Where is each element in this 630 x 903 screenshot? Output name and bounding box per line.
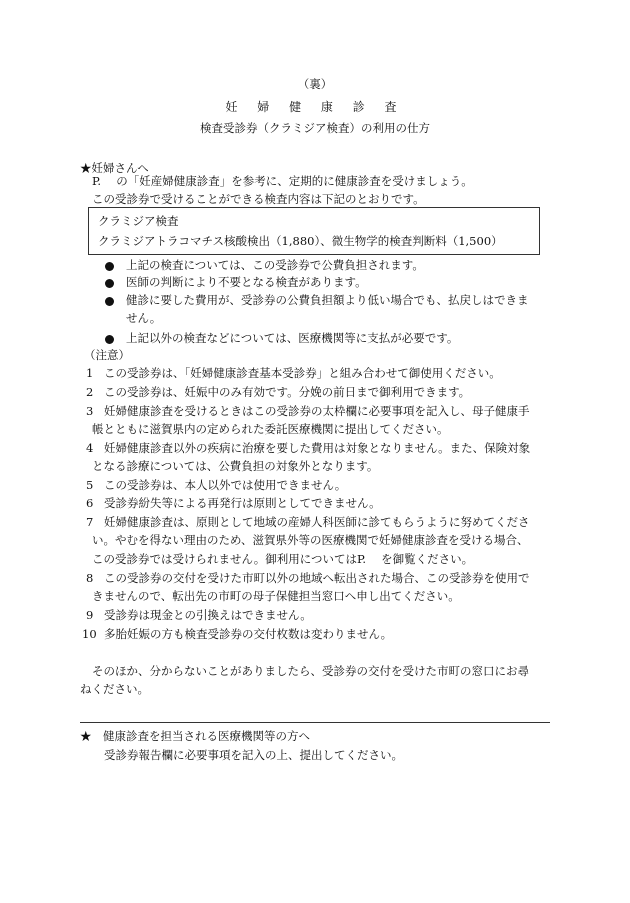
note-text: 多胎妊娠の方も検査受診券の交付枚数は変わりません。 [104, 627, 393, 641]
notes-heading: （注意） [84, 348, 130, 362]
note-text: この受診券は、本人以外では使用できません。 [104, 478, 347, 492]
medical-text: 受診券報告欄に必要事項を記入の上、提出してください。 [104, 748, 403, 762]
medical-heading: ★ 健康診査を担当される医療機関等の方へ [80, 729, 310, 743]
bullet-text: 上記の検査については、この受診券で公費負担されます。 [126, 258, 424, 272]
note-text: この受診券は、「妊婦健康診査基本受診券」と組み合わせて御使用ください。 [104, 366, 501, 380]
page-subtitle: 検査受診券（クラミジア検査）の利用の仕方 [200, 121, 430, 135]
section-divider [80, 722, 550, 723]
note-text: 受診券は現金との引換えはできません。 [104, 608, 312, 622]
note-text: この受診券では受けられません。御利用についてはP. を御覧ください。 [92, 552, 474, 566]
note-number: 6 [86, 496, 94, 510]
note-number: 10 [82, 627, 97, 641]
note-number: 2 [86, 385, 94, 399]
closing-text: ねください。 [80, 682, 149, 696]
exam-name: クラミジア検査 [98, 214, 179, 228]
bullet-icon [105, 335, 114, 344]
exam-detail: クラミジアトラコマチス核酸検出（1,880）、微生物学的検査判断料（1,500） [98, 234, 503, 248]
bullet-text: 上記以外の検査などについては、医療機関等に支払が必要です。 [126, 331, 459, 345]
bullet-icon [105, 262, 114, 271]
note-text: きませんので、転出先の市町の母子保健担当窓口へ申し出てください。 [92, 589, 460, 603]
note-number: 5 [86, 478, 94, 492]
intro-heading: ★妊婦さんへ [80, 161, 149, 175]
intro-line: P. の「妊産婦健康診査」を参考に、定期的に健康診査を受けましょう。 [92, 174, 473, 188]
note-text: この受診券の交付を受けた市町以外の地域へ転出された場合、この受診券を使用で [104, 571, 530, 585]
bullet-text: 健診に要した費用が、受診券の公費負担額より低い場合でも、払戻しはできま [126, 293, 529, 307]
bullet-icon [105, 297, 114, 306]
note-text: この受診券は、妊娠中のみ有効です。分娩の前日まで御利用できます。 [104, 385, 471, 399]
note-number: 3 [86, 404, 94, 418]
closing-text: そのほか、分からないことがありましたら、受診券の交付を受けた市町の窓口にお尋 [92, 664, 529, 678]
note-text: 妊婦健康診査以外の疾病に治療を要した費用は対象となりません。また、保険対象 [104, 441, 531, 455]
note-number: 1 [86, 366, 94, 380]
note-number: 8 [86, 571, 94, 585]
bullet-text: せん。 [126, 311, 162, 325]
intro-line: この受診券で受けることができる検査内容は下記のとおりです。 [92, 192, 425, 206]
note-text: 受診券紛失等による再発行は原則としてできません。 [104, 496, 381, 510]
note-text: 妊婦健康診査を受けるときはこの受診券の太枠欄に必要事項を記入し、母子健康手 [104, 404, 530, 418]
note-number: 9 [86, 608, 94, 622]
note-text: となる診療については、公費負担の対象外となります。 [92, 459, 379, 473]
note-text: い。やむを得ない理由のため、滋賀県外等の医療機関で妊婦健康診査を受ける場合、 [92, 533, 529, 547]
note-number: 4 [86, 441, 94, 455]
bullet-text: 医師の判断により不要となる検査があります。 [126, 275, 367, 289]
bullet-icon [105, 279, 114, 288]
page-side-label: （裏） [297, 77, 333, 91]
note-number: 7 [86, 515, 94, 529]
note-text: 帳とともに滋賀県内の定められた委託医療機関に提出してください。 [92, 422, 449, 436]
page-title: 妊 婦 健 康 診 査 [225, 100, 405, 114]
note-text: 妊婦健康診査は、原則として地域の産婦人科医師に診てもらうように努めてくださ [104, 515, 530, 529]
